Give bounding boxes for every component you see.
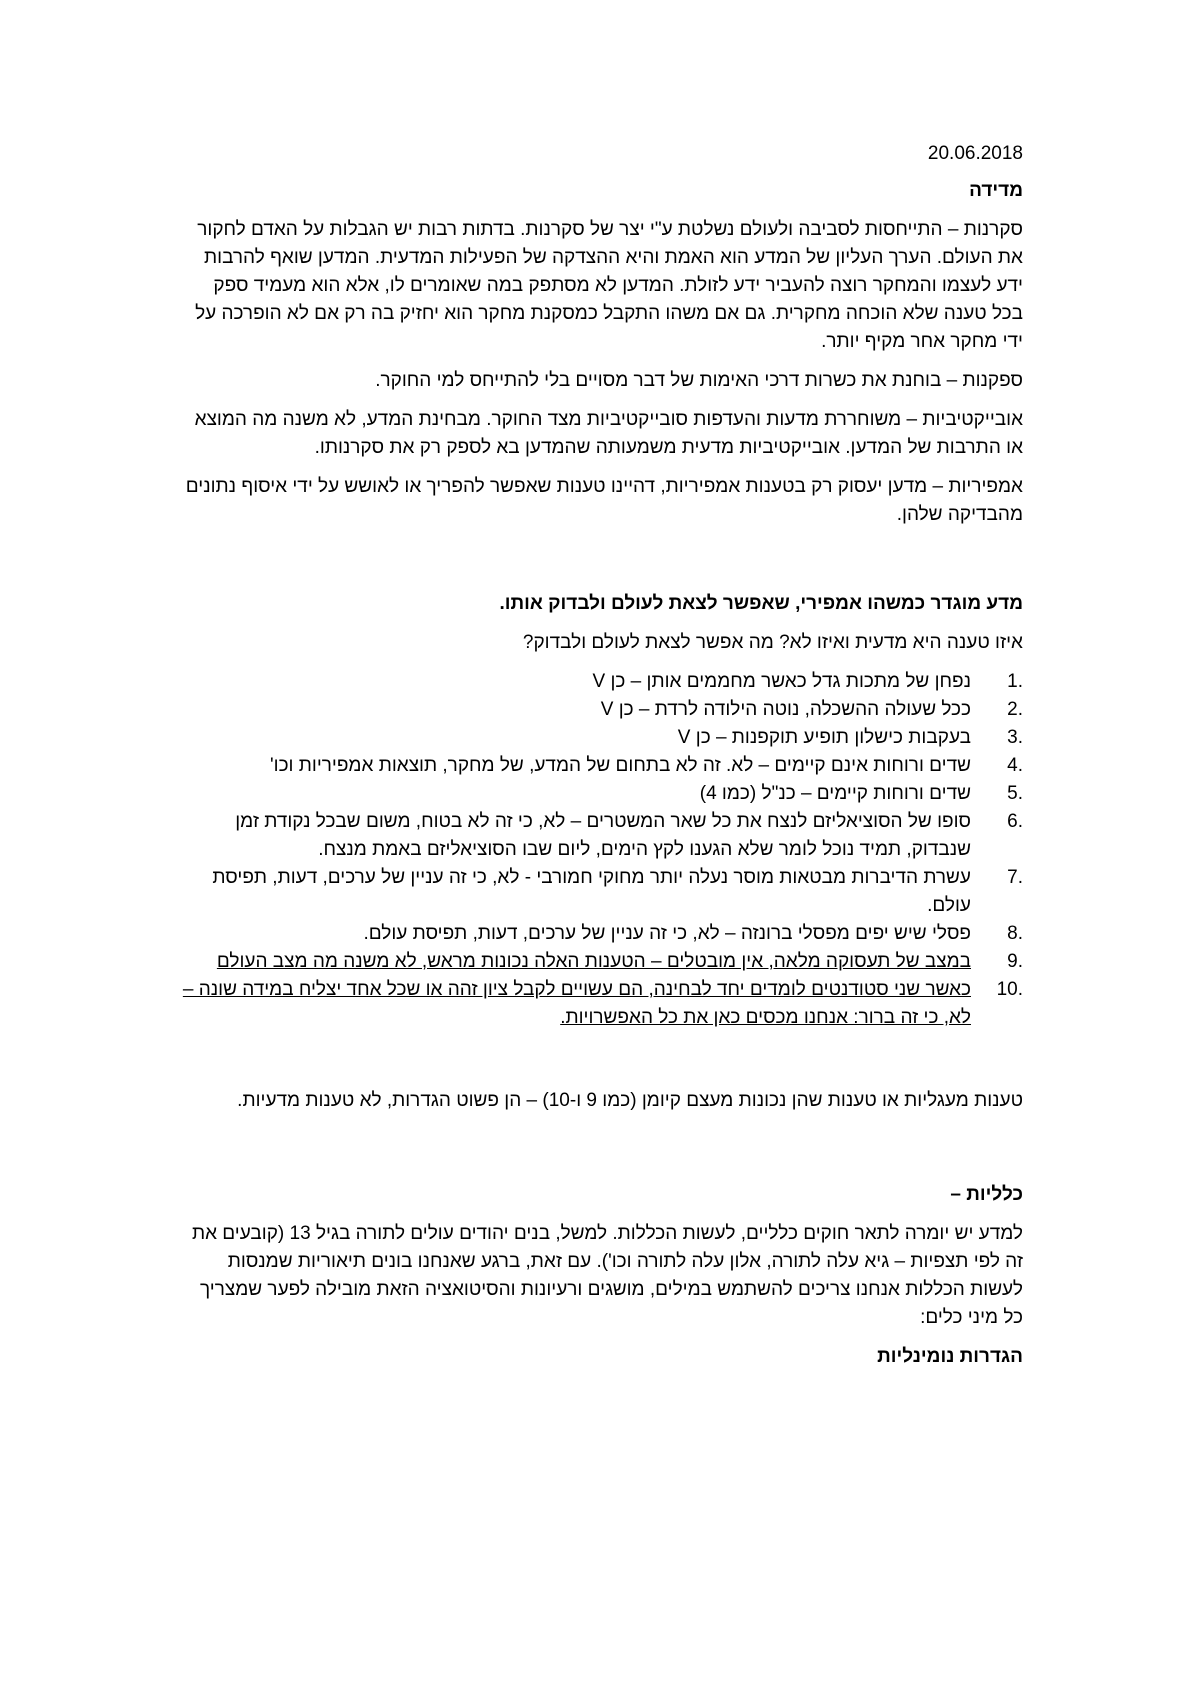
list-item-text: ככל שעולה ההשכלה, נוטה הילודה לרדת – כן V [600,699,971,720]
heading-measurement: מדידה [969,180,1023,201]
list-item-text: נפחן של מתכות גדל כאשר מחממים אותן – כן V [592,671,971,692]
list-item-text: בעקבות כישלון תופיע תוקפנות – כן V [677,727,971,748]
list-item [178,948,1023,976]
list-item-text: עשרת הדיברות מבטאות מוסר נעלה יותר מחוקי חמורבי - לא, כי זה עניין של ערכים, דעות, תפיסת עולם. [212,867,971,916]
list-item-text: שדים ורוחות קיימים – כנ"ל (כמו 4) [699,783,971,804]
list-item-text: כאשר שני סטודנטים לומדים יחד לבחינה, הם עשויים לקבל ציון זהה או שכל אחד יצליח במידה שונה – לא, כי זה ברור: אנחנו מכסים כאן את כל האפשרויות. [182,979,971,1028]
list-item [178,808,1023,864]
list-item-number: 7. [1007,867,1023,888]
paragraph-curiosity: סקרנות – התייחסות לסביבה ולעולם נשלטת ע"י יצר של סקרנות. בדתות רבות יש הגבלות על האדם לחקור את העולם. הערך העליון של המדע הוא האמת והיא ההצדקה של הפעילות המדעית. המדען שואף להרבות ידע לעצמו והמחקר רוצה להעביר ידע לזולת. המדען לא מסתפק במה שאומרים לו, אלא הוא מעמיד ספק בכל טענה שלא הוכחה מחקרית. גם אם משהו התקבל כמסקנת מחקר הוא יחזיק בה רק אם לא הופרכה על ידי מחקר אחר מקיף יותר. [195,219,1023,352]
list-item [178,724,1023,752]
list-item-text: פסלי שיש יפים מפסלי ברונזה – לא, כי זה עניין של ערכים, דעות, תפיסת עולם. [363,923,971,944]
document-date: 20.06.2018 [927,143,1023,164]
list-item-number: 5. [1007,783,1023,804]
list-item-number: 6. [1007,811,1023,832]
circular-claims-note: טענות מעגליות או טענות שהן נכונות מעצם קיומן (כמו 9 ו-10) – הן פשוט הגדרות, לא טענות מדעיות. [237,1090,1023,1111]
list-item-text: סופו של הסוציאליזם לנצח את כל שאר המשטרים – לא, כי זה לא בטוח, משום שבכל נקודת זמן שנבדוק, תמיד נוכל לומר שלא הגענו לקץ הימים, ליום שבו הסוציאליזם באמת מנצח. [235,811,971,860]
list-item [178,668,1023,696]
list-item-text: במצב של תעסוקה מלאה, אין מובטלים – הטענות האלה נכונות מראש, לא משנה מה מצב העולם [216,951,971,972]
list-item-number: 4. [1007,755,1023,776]
claims-list [178,668,1023,1032]
paragraph-generality: למדע יש יומרה לתאר חוקים כלליים, לעשות הכללות. למשל, בנים יהודים עולים לתורה בגיל 13 (קובעים את זה לפי תצפיות – גיא עלה לתורה, אלון עלה לתורה וכו'). עם זאת, ברגע שאנחנו בונים תיאוריות שמנסות לעשות הכללות אנחנו צריכים להשתמש במילים, מושגים ורעיונות והסיטואציה הזאת מובילה לפער שמצריך כל מיני כלים: [191,1223,1023,1328]
paragraph-objectivity: אובייקטיביות – משוחררת מדעות והעדפות סובייקטיביות מצד החוקר. מבחינת המדע, לא משנה מה המוצא או התרבות של המדען. אובייקטיביות מדעית משמעותה שהמדען בא לספק רק את סקרנותו. [194,409,1023,458]
list-item [178,920,1023,948]
document-content [178,140,1023,1382]
list-item-text: שדים ורוחות אינם קיימים – לא. זה לא בתחום של המדע, של מחקר, תוצאות אמפיריות וכו' [270,755,971,776]
spacer [178,540,1023,590]
list-item-number: 9. [1007,951,1023,972]
list-item-number: 1. [1007,671,1023,692]
question-text: איזו טענה היא מדעית ואיזו לא? מה אפשר לצאת לעולם ולבדוק? [522,632,1023,653]
list-item [178,864,1023,920]
list-item [178,696,1023,724]
list-item-number: 8. [1007,923,1023,944]
list-item [178,752,1023,780]
heading-empirical-science: מדע מוגדר כמשהו אמפירי, שאפשר לצאת לעולם ולבדוק אותו. [499,593,1023,614]
heading-nominal-definitions: הגדרות נומינליות [877,1346,1023,1367]
list-item [178,780,1023,808]
list-item-number: 3. [1007,727,1023,748]
paragraph-skepticism: ספקנות – בוחנת את כשרות דרכי האימות של דבר מסויים בלי להתייחס למי החוקר. [375,370,1023,391]
spacer [178,1126,1023,1181]
paragraph-empiricism: אמפיריות – מדען יעסוק רק בטענות אמפיריות, דהיינו טענות שאפשר להפריך או לאושש על ידי איסוף נתונים מהבדיקה שלהן. [185,476,1023,525]
list-item [178,976,1023,1032]
list-item-number: 2. [1007,699,1023,720]
spacer [178,1032,1023,1087]
heading-generality: כלליות – [950,1184,1023,1205]
list-item-number: 10. [996,979,1023,1000]
